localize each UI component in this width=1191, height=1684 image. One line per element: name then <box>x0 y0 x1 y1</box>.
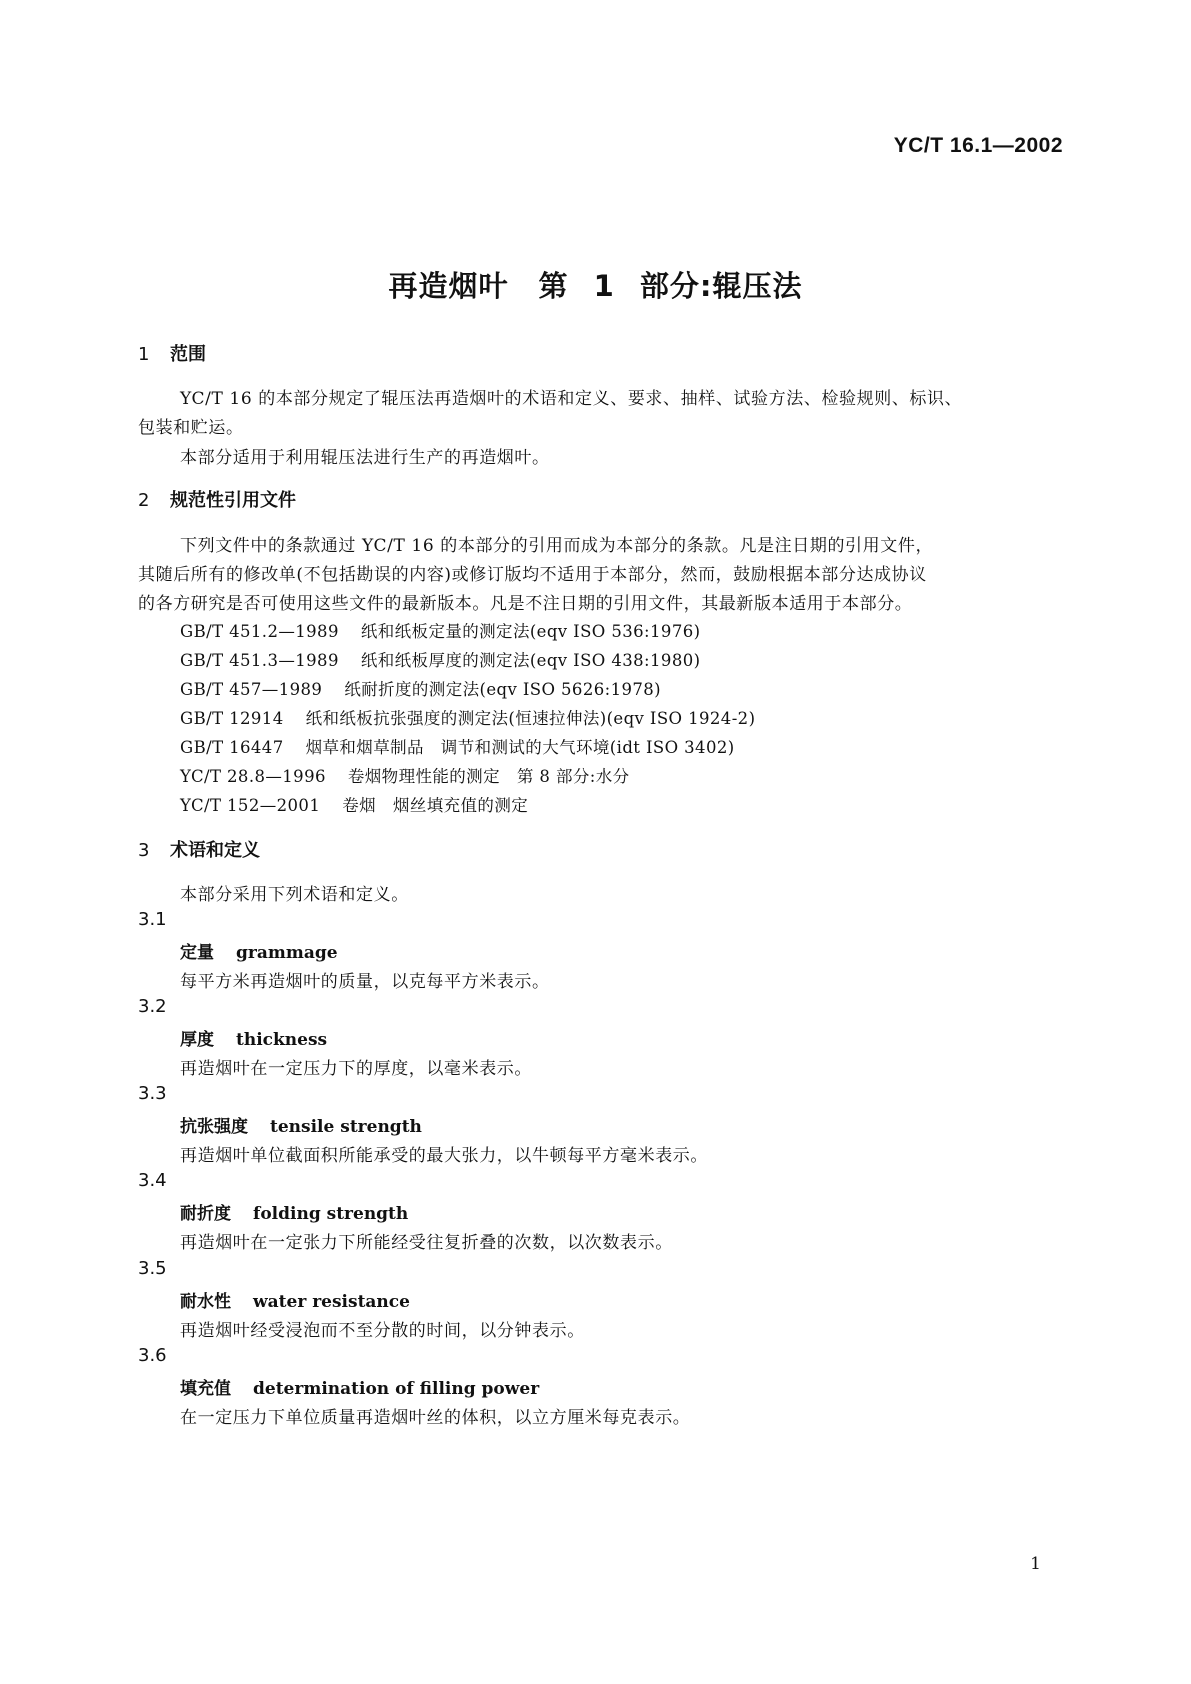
section-title: 范围 <box>170 344 206 365</box>
term-en: water resistance <box>253 1292 410 1312</box>
term-number: 3.6 <box>138 1345 167 1366</box>
reference-item <box>180 705 755 729</box>
reference-title: 纸耐折度的测定法(eqv ISO 5626:1978) <box>344 680 662 699</box>
term-zh: 耐水性 <box>180 1292 231 1312</box>
section-1-para-2: 本部分适用于利用辊压法进行生产的再造烟叶。 <box>180 448 550 468</box>
term-entry <box>180 1112 422 1137</box>
reference-title: 烟草和烟草制品 调节和测试的大气环境(idt ISO 3402) <box>305 738 735 757</box>
term-en: tensile strength <box>270 1117 422 1137</box>
reference-title: 卷烟物理性能的测定 第 8 部分:水分 <box>347 767 630 786</box>
reference-item <box>180 647 700 671</box>
section-2-para-line-2: 其随后所有的修改单(不包括勘误的内容)或修订版均不适用于本部分，然而，鼓励根据本部分达成协议 <box>138 565 927 585</box>
reference-title: 纸和纸板厚度的测定法(eqv ISO 438:1980) <box>360 651 701 670</box>
term-entry <box>180 1287 410 1312</box>
section-number: 1 <box>138 344 150 365</box>
reference-item <box>180 763 630 787</box>
reference-code: GB/T 16447 <box>180 738 284 757</box>
reference-item <box>180 792 528 816</box>
section-2-para-line-3: 的各方研究是否可使用这些文件的最新版本。凡是不注日期的引用文件，其最新版本适用于本部分。 <box>138 594 913 614</box>
reference-item <box>180 734 735 758</box>
term-number: 3.3 <box>138 1083 167 1104</box>
reference-title: 纸和纸板抗张强度的测定法(恒速拉伸法)(eqv ISO 1924-2) <box>305 709 756 728</box>
term-definition: 再造烟叶单位截面积所能承受的最大张力，以牛顿每平方毫米表示。 <box>180 1146 708 1166</box>
term-zh: 定量 <box>180 943 214 963</box>
section-1-para-1-line-2: 包装和贮运。 <box>138 418 244 438</box>
term-zh: 厚度 <box>180 1030 214 1050</box>
reference-code: YC/T 152—2001 <box>180 796 321 815</box>
term-number: 3.5 <box>138 1258 167 1279</box>
standard-code: YC/T 16.1—2002 <box>893 134 1063 157</box>
term-en: determination of filling power <box>253 1379 540 1399</box>
term-entry <box>180 1199 408 1224</box>
term-definition: 再造烟叶在一定压力下的厚度，以毫米表示。 <box>180 1059 532 1079</box>
section-3-intro: 本部分采用下列术语和定义。 <box>180 885 409 905</box>
reference-code: GB/T 457—1989 <box>180 680 323 699</box>
term-en: folding strength <box>253 1204 409 1224</box>
term-definition: 再造烟叶在一定张力下所能经受往复折叠的次数，以次数表示。 <box>180 1233 673 1253</box>
term-entry <box>180 938 338 963</box>
term-number: 3.2 <box>138 996 167 1017</box>
section-3-heading <box>138 836 260 862</box>
term-en: thickness <box>236 1030 328 1050</box>
reference-title: 卷烟 烟丝填充值的测定 <box>342 796 529 815</box>
section-number: 2 <box>138 490 150 511</box>
reference-item <box>180 618 700 642</box>
reference-title: 纸和纸板定量的测定法(eqv ISO 536:1976) <box>360 622 701 641</box>
page-number: 1 <box>1030 1554 1041 1574</box>
term-definition: 每平方米再造烟叶的质量，以克每平方米表示。 <box>180 972 550 992</box>
section-title: 术语和定义 <box>170 840 260 861</box>
section-1-heading <box>138 340 206 366</box>
term-entry <box>180 1025 327 1050</box>
term-entry <box>180 1374 539 1399</box>
term-definition: 再造烟叶经受浸泡而不至分散的时间，以分钟表示。 <box>180 1321 585 1341</box>
section-title: 规范性引用文件 <box>170 490 296 511</box>
section-2-heading <box>138 486 296 512</box>
term-zh: 填充值 <box>180 1379 231 1399</box>
term-definition: 在一定压力下单位质量再造烟叶丝的体积，以立方厘米每克表示。 <box>180 1408 691 1428</box>
term-number: 3.4 <box>138 1170 167 1191</box>
term-number: 3.1 <box>138 909 167 930</box>
reference-item <box>180 676 661 700</box>
reference-code: GB/T 12914 <box>180 709 284 728</box>
reference-code: GB/T 451.3—1989 <box>180 651 339 670</box>
term-en: grammage <box>236 943 338 963</box>
section-number: 3 <box>138 840 150 861</box>
term-zh: 耐折度 <box>180 1204 231 1224</box>
document-title: 再造烟叶 第 1 部分:辊压法 <box>388 269 803 303</box>
section-1-para-1-line-1: YC/T 16 的本部分规定了辊压法再造烟叶的术语和定义、要求、抽样、试验方法、检验规则、标识、 <box>180 389 963 409</box>
reference-code: YC/T 28.8—1996 <box>180 767 326 786</box>
term-zh: 抗张强度 <box>180 1117 248 1137</box>
reference-code: GB/T 451.2—1989 <box>180 622 339 641</box>
section-2-para-line-1: 下列文件中的条款通过 YC/T 16 的本部分的引用而成为本部分的条款。凡是注日期的引用文件， <box>180 536 934 556</box>
